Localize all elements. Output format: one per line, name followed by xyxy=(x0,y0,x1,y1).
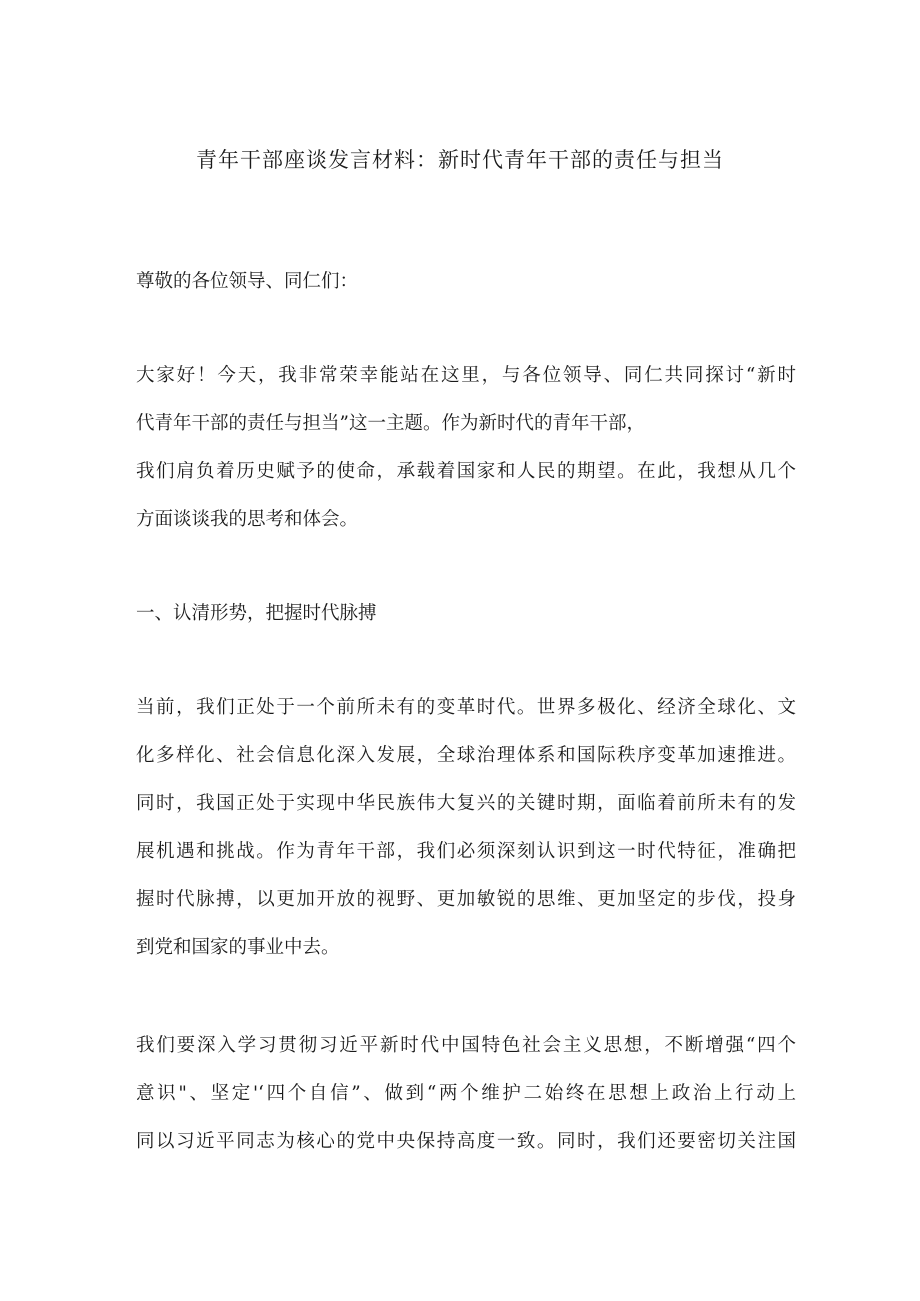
paragraph-line: 意识"、坚定'‘四个自信”、做到“两个维护二始终在思想上政治上行动上 xyxy=(136,1083,796,1104)
paragraph-line: 代青年干部的责任与担当”这一主题。作为新时代的青年干部， xyxy=(136,413,645,434)
paragraph-line: 方面谈谈我的思考和体会。 xyxy=(136,509,359,530)
paragraph-line: 同以习近平同志为核心的党中央保持高度一致。同时，我们还要密切关注国 xyxy=(136,1131,796,1152)
greeting xyxy=(136,258,796,306)
section-heading-text: 一、认清形势，把握时代脉搏 xyxy=(136,603,377,624)
paragraph-line: 我们肩负着历史赋予的使命，承载着国家和人民的期望。在此，我想从几个 xyxy=(136,461,796,482)
body-paragraph xyxy=(136,684,796,972)
paragraph-line: 展机遇和挑战。作为青年干部，我们必须深刻认识到这一时代特征，准确把 xyxy=(136,841,796,862)
intro-paragraph xyxy=(136,352,796,544)
paragraph-line: 同时，我国正处于实现中华民族伟大复兴的关键时期，面临着前所未有的发 xyxy=(136,793,796,814)
section-heading xyxy=(136,590,796,638)
document-title: 青年干部座谈发言材料：新时代青年干部的责任与担当 xyxy=(196,148,724,172)
paragraph-line: 当前，我们正处于一个前所未有的变革时代。世界多极化、经济全球化、文 xyxy=(136,697,796,718)
greeting-text: 尊敬的各位领导、同仁们： xyxy=(136,271,359,292)
paragraph-line: 我们要深入学习贯彻习近平新时代中国特色社会主义思想，不断增强“四个 xyxy=(136,1035,796,1056)
paragraph-line: 到党和国家的事业中去。 xyxy=(136,937,340,958)
paragraph-line: 握时代脉搏，以更加开放的视野、更加敏锐的思维、更加坚定的步伐，投身 xyxy=(136,889,796,910)
paragraph-line: 化多样化、社会信息化深入发展，全球治理体系和国际秩序变革加速推进。 xyxy=(136,745,796,766)
paragraph-line: 大家好！今天，我非常荣幸能站在这里，与各位领导、同仁共同探讨“新时 xyxy=(136,365,796,386)
body-paragraph xyxy=(136,1022,796,1166)
